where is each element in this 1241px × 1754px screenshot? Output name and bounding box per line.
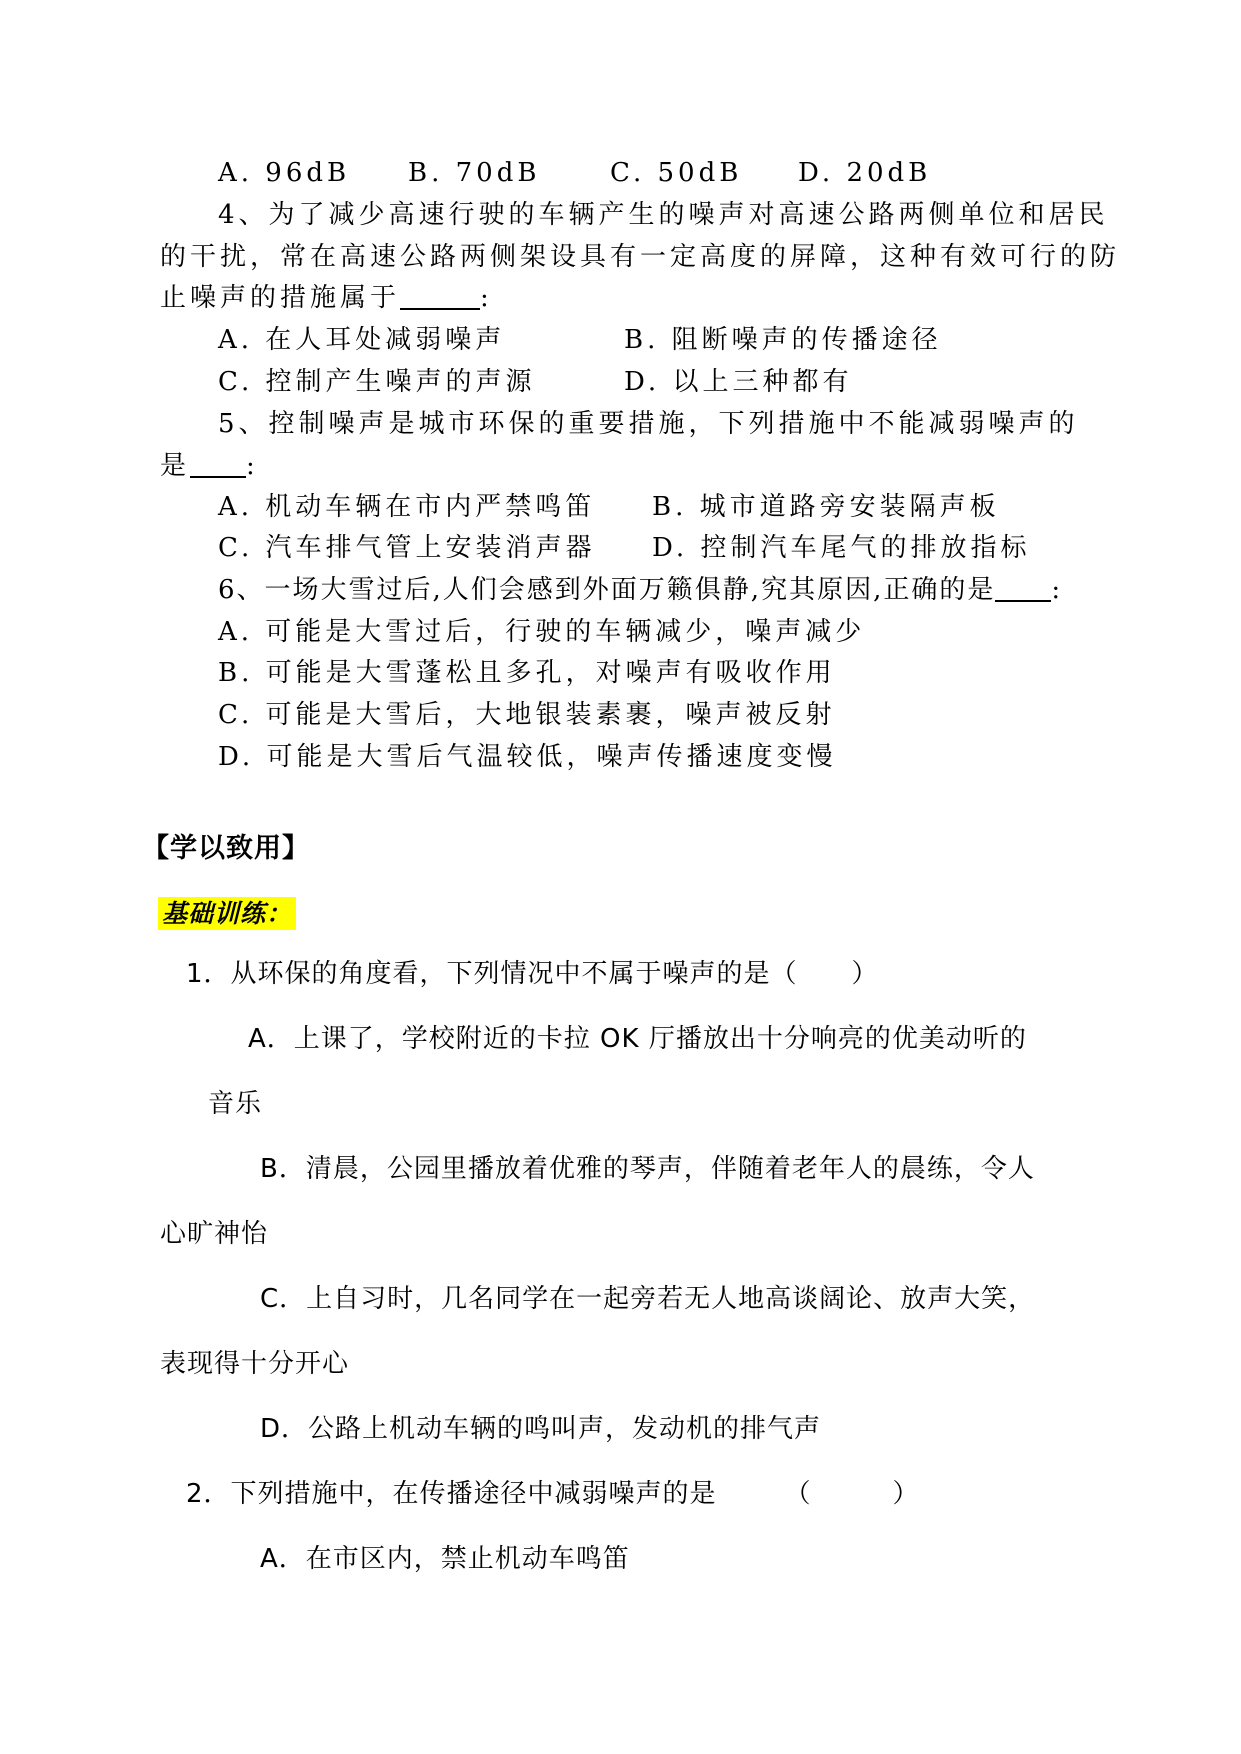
q5-option-d: D. 控制汽车尾气的排放指标 xyxy=(652,533,1031,563)
p2-option-a-line-1: A．在市区内，禁止机动车鸣笛 xyxy=(260,1544,630,1574)
q4-colon: : xyxy=(480,283,493,313)
p1-option-a-line-1: A．上课了，学校附近的卡拉 OK 厅播放出十分响亮的优美动听的 xyxy=(248,1024,1027,1054)
q5-line-2 xyxy=(160,449,259,483)
q5-colon: : xyxy=(246,451,259,481)
q6-option-b: B. 可能是大雪蓬松且多孔，对噪声有吸收作用 xyxy=(218,658,836,688)
q6-line-1 xyxy=(218,573,1062,607)
q5-stem-text: 是 xyxy=(160,451,191,481)
q5-option-b: B. 城市道路旁安装隔声板 xyxy=(652,492,1000,522)
q3-option-d: D. 20dB xyxy=(798,158,932,188)
q6-option-d: D. 可能是大雪后气温较低，噪声传播速度变慢 xyxy=(218,742,837,772)
p1-option-d-line-1: D．公路上机动车辆的鸣叫声，发动机的排气声 xyxy=(260,1414,822,1444)
q4-option-c: C. 控制产生噪声的声源 xyxy=(218,367,536,397)
q5-option-c: C. 汽车排气管上安装消声器 xyxy=(218,533,596,563)
q6-option-a: A. 可能是大雪过后，行驶的车辆减少，噪声减少 xyxy=(218,617,866,647)
q6-colon: : xyxy=(1051,575,1063,605)
q6-option-c: C. 可能是大雪后，大地银装素裹，噪声被反射 xyxy=(218,700,836,730)
q4-line-2: 的干扰，常在高速公路两侧架设具有一定高度的屏障，这种有效可行的防 xyxy=(160,242,1121,272)
q3-option-c: C. 50dB xyxy=(610,158,743,188)
p1-stem: 1．从环保的角度看，下列情况中不属于噪声的是（ ） xyxy=(186,959,879,989)
q5-option-a: A. 机动车辆在市内严禁鸣笛 xyxy=(218,492,596,522)
q6-answer-blank[interactable] xyxy=(995,576,1051,602)
q4-stem-text: 止噪声的措施属于 xyxy=(160,283,401,313)
p1-option-a-line-2: 音乐 xyxy=(208,1089,263,1119)
q4-option-a: A. 在人耳处减弱噪声 xyxy=(218,325,506,355)
subsection-title xyxy=(158,897,296,931)
p1-option-c-line-1: C．上自习时，几名同学在一起旁若无人地高谈阔论、放声大笑， xyxy=(260,1284,1036,1314)
section-title: 【学以致用】 xyxy=(142,833,310,864)
q4-option-b: B. 阻断噪声的传播途径 xyxy=(624,325,942,355)
q4-line-1: 4、为了减少高速行驶的车辆产生的噪声对高速公路两侧单位和居民 xyxy=(218,200,1109,230)
p1-option-b-line-1: B．清晨，公园里播放着优雅的琴声，伴随着老年人的晨练，令人 xyxy=(260,1154,1035,1184)
q4-line-3 xyxy=(160,281,493,315)
subsection-highlight: 基础训练： xyxy=(158,897,296,930)
p1-option-b-line-2: 心旷神怡 xyxy=(160,1219,269,1249)
p1-option-c-line-2: 表现得十分开心 xyxy=(160,1349,350,1379)
p2-stem: 2．下列措施中，在传播途径中减弱噪声的是 （ ） xyxy=(186,1479,920,1509)
q3-option-a: A. 96dB xyxy=(218,158,351,188)
q5-answer-blank[interactable] xyxy=(190,452,246,478)
q5-line-1: 5、控制噪声是城市环保的重要措施，下列措施中不能减弱噪声的 xyxy=(218,409,1079,439)
q3-option-b: B. 70dB xyxy=(408,158,541,188)
q6-stem-text: 6、一场大雪过后,人们会感到外面万籁俱静,究其原因,正确的是 xyxy=(218,575,996,605)
q4-answer-blank[interactable] xyxy=(400,284,480,310)
q4-option-d: D. 以上三种都有 xyxy=(624,367,853,397)
